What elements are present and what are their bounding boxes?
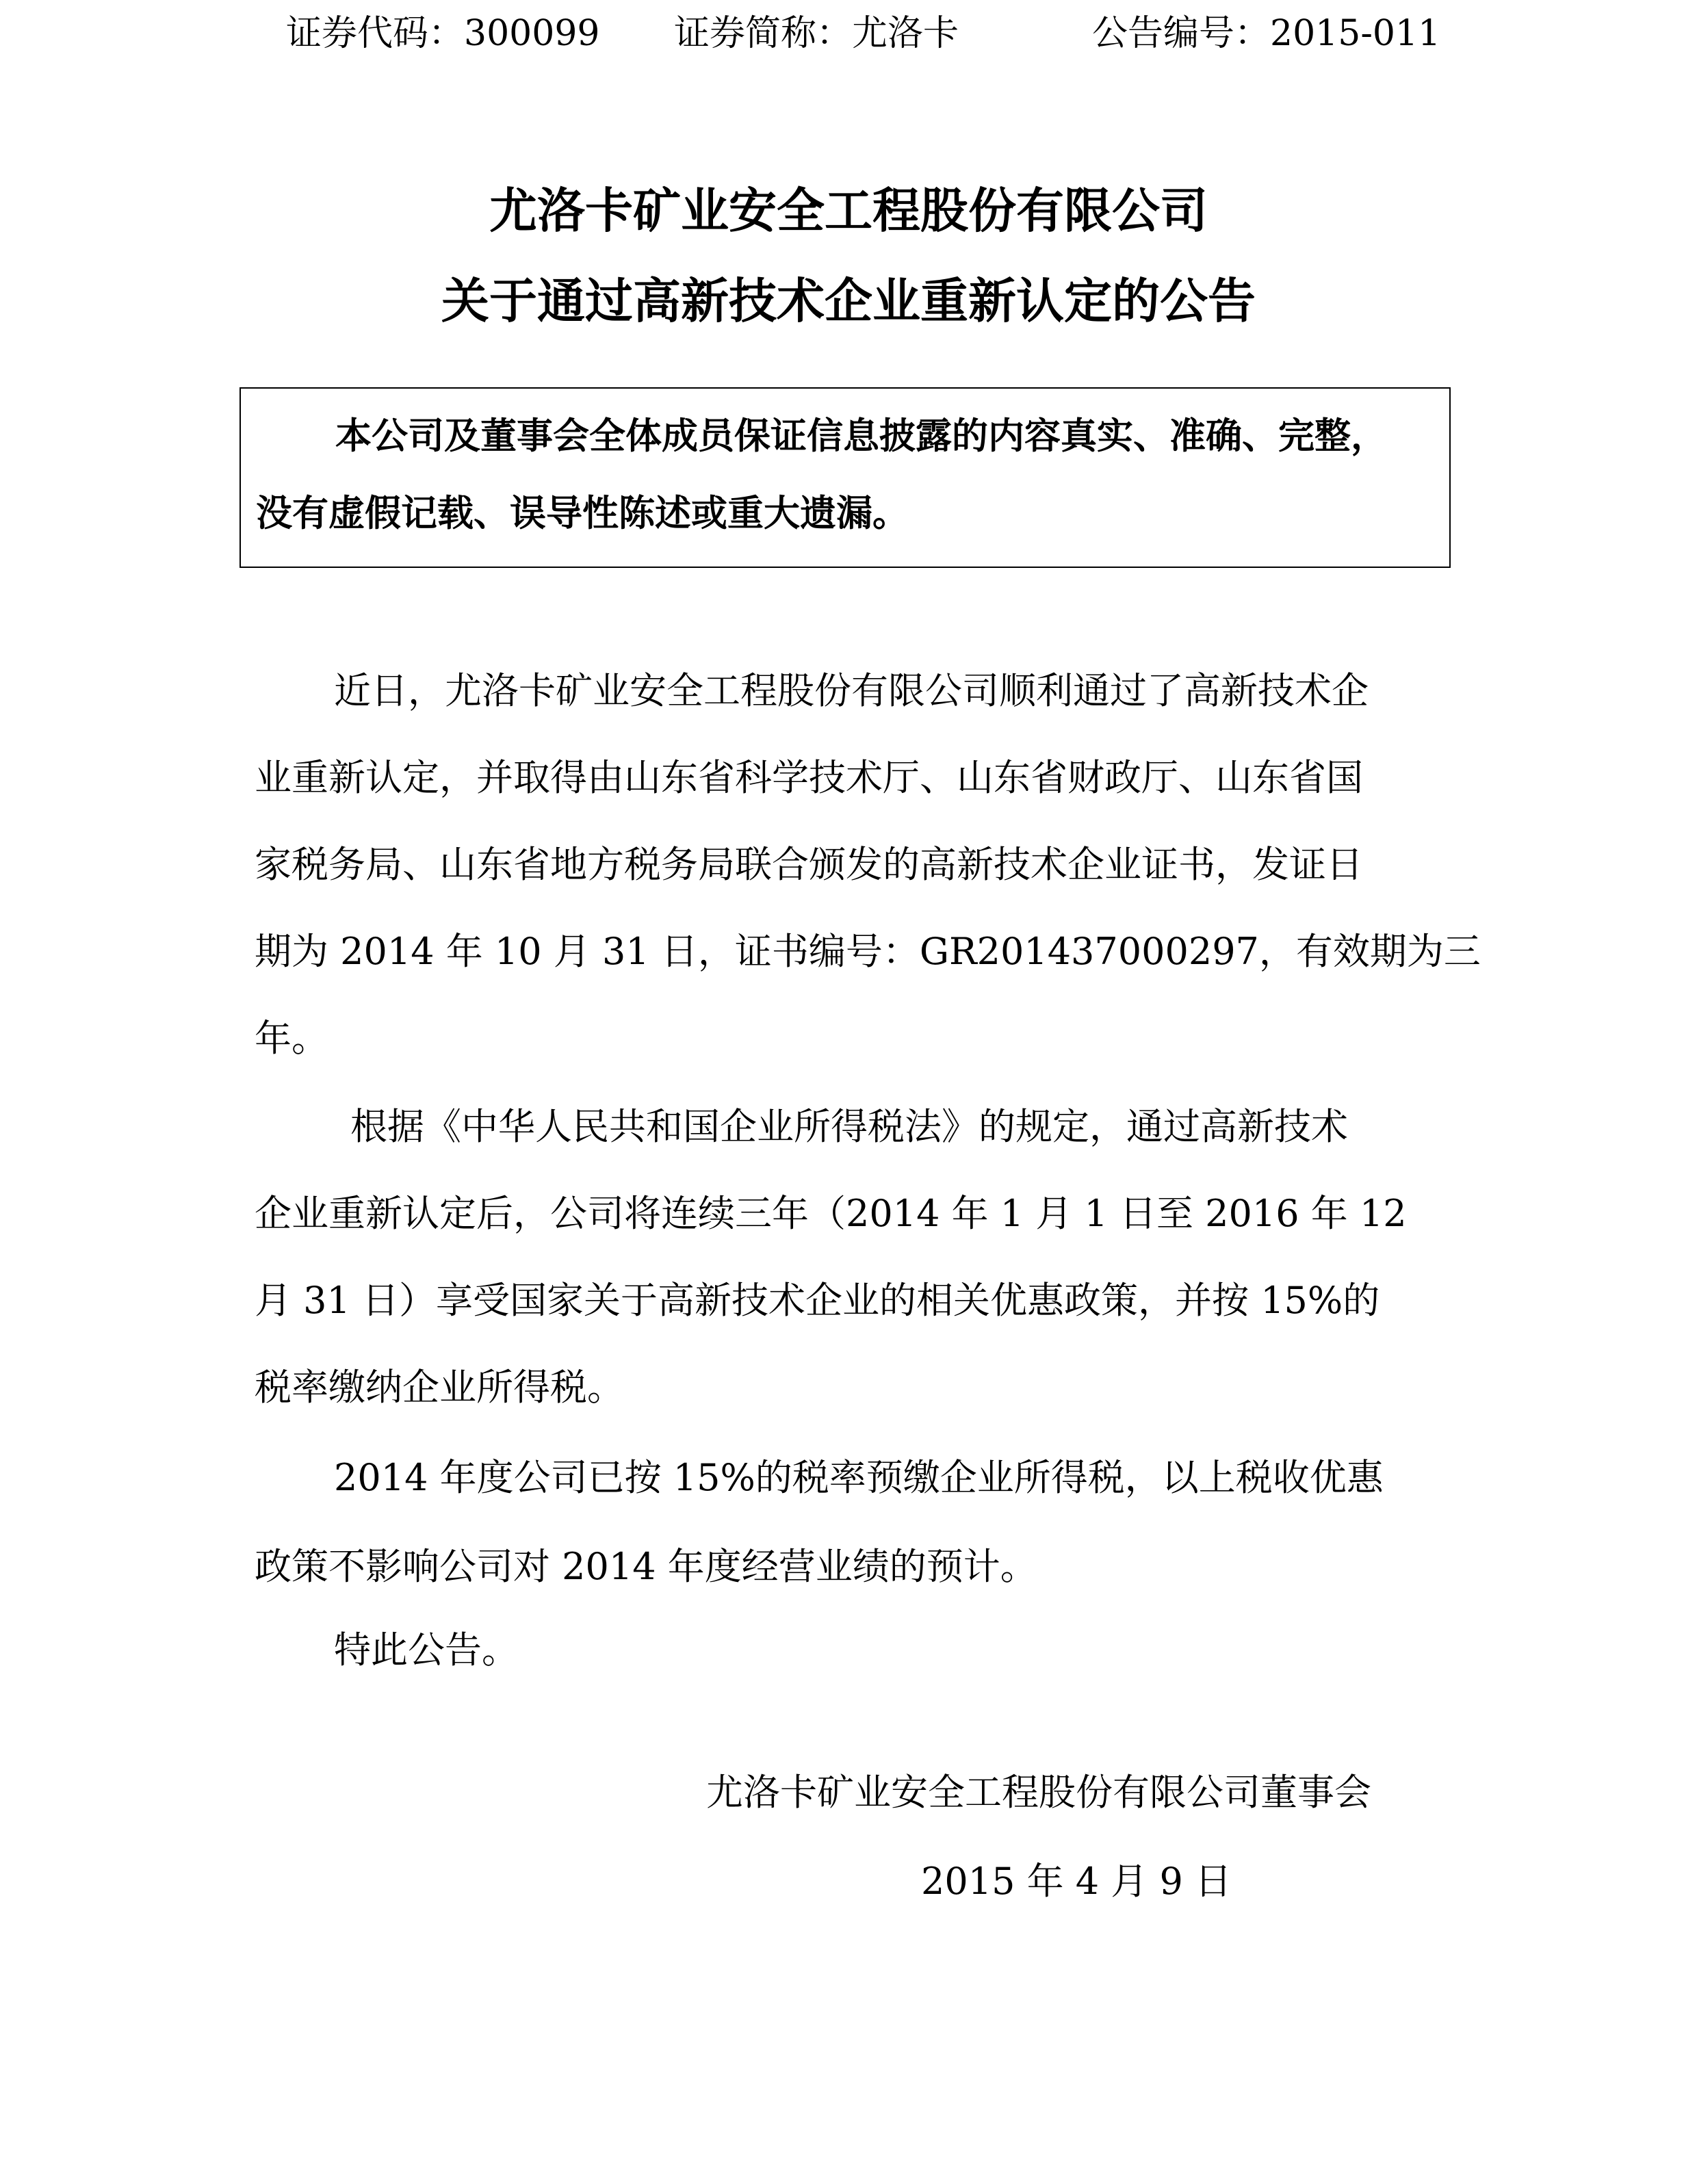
paragraph-line: 根据《中华人民共和国企业所得税法》的规定，通过高新技术 — [350, 1105, 1348, 1148]
paragraph-line: 月 31 日）享受国家关于高新技术企业的相关优惠政策，并按 15%的 — [255, 1279, 1380, 1322]
paragraph-line: 税率缴纳企业所得税。 — [255, 1366, 624, 1409]
paragraph-line: 家税务局、山东省地方税务局联合颁发的高新技术企业证书，发证日 — [255, 843, 1363, 886]
paragraph-line: 年。 — [255, 1017, 328, 1060]
document-title-line1: 尤洛卡矿业安全工程股份有限公司 — [489, 183, 1208, 239]
notice-number: 公告编号：2015-011 — [1092, 13, 1441, 54]
stock-short-name: 证券简称：尤洛卡 — [674, 13, 959, 54]
declaration-line2: 没有虚假记载、误导性陈述或重大遗漏。 — [256, 493, 909, 534]
declaration-line1: 本公司及董事会全体成员保证信息披露的内容真实、准确、完整， — [335, 415, 1387, 457]
stock-code: 证券代码：300099 — [286, 13, 600, 54]
document-title-line2: 关于通过高新技术企业重新认定的公告 — [441, 273, 1256, 329]
declaration-box — [239, 387, 1451, 568]
signature-company: 尤洛卡矿业安全工程股份有限公司董事会 — [706, 1771, 1371, 1814]
signature-date: 2015 年 4 月 9 日 — [921, 1860, 1232, 1903]
paragraph-line: 近日，尤洛卡矿业安全工程股份有限公司顺利通过了高新技术企 — [334, 669, 1369, 712]
paragraph-line: 政策不影响公司对 2014 年度经营业绩的预计。 — [255, 1545, 1037, 1588]
paragraph-line: 2014 年度公司已按 15%的税率预缴企业所得税，以上税收优惠 — [334, 1456, 1384, 1499]
closing-statement: 特此公告。 — [334, 1628, 519, 1672]
paragraph-line: 业重新认定，并取得由山东省科学技术厅、山东省财政厅、山东省国 — [255, 756, 1363, 799]
paragraph-line: 企业重新认定后，公司将连续三年（2014 年 1 月 1 日至 2016 年 12 — [255, 1192, 1407, 1235]
paragraph-line: 期为 2014 年 10 月 31 日，证书编号：GR201437000297，有效期为三 — [255, 930, 1481, 973]
